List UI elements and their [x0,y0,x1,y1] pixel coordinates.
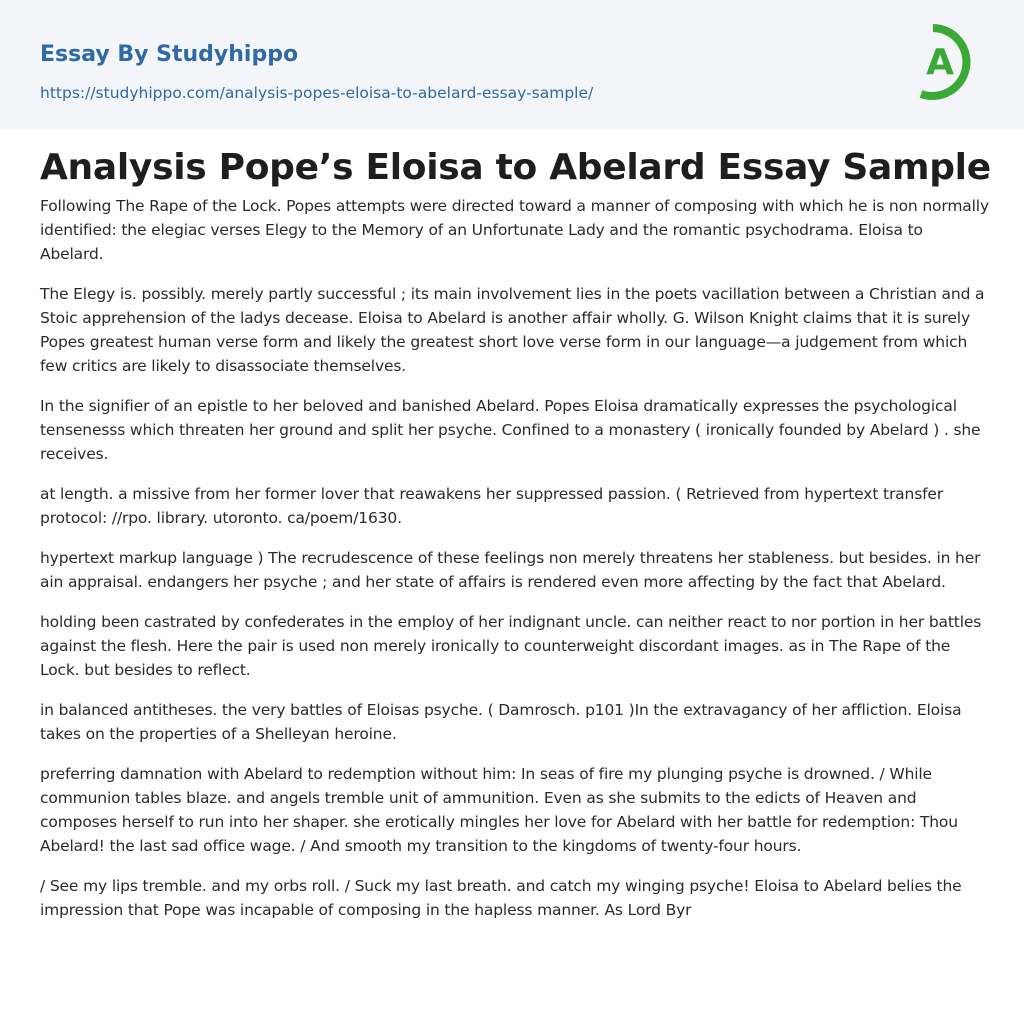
essay-paragraph: holding been castrated by confederates in the employ of her indignant uncle. can neither react to nor portion in her battles against the flesh. Here the pair is used non merely ironically to counterweight discordant images. as in The Rape of the Lock. but besides to reflect. [40,613,982,679]
essay-body [40,194,990,938]
essay-paragraph: in balanced antitheses. the very battles of Eloisas psyche. ( Damrosch. p101 )In the extravagancy of her affliction. Eloisa takes on the properties of a Shelleyan heroine. [40,701,962,743]
page-title: Analysis Pope’s Eloisa to Abelard Essay Sample [40,147,991,188]
essay-paragraph: at length. a missive from her former lover that reawakens her suppressed passion. ( Retrieved from hypertext transfer protocol: //rpo. library. utoronto. ca/poem/1630. [40,485,944,527]
essay-paragraph: Following The Rape of the Lock. Popes attempts were directed toward a manner of composing with which he is non normally identified: the elegiac verses Elegy to the Memory of an Unfortunate Lady and the romantic psychodrama. Eloisa to Abelard. [40,197,989,263]
logo-letter: A [926,42,954,83]
essay-paragraph: hypertext markup language ) The recrudescence of these feelings non merely threatens her stableness. but besides. in her ain appraisal. endangers her psyche ; and her state of affairs is rendered even more affecting by the fact that Abelard. [40,549,981,591]
site-brand[interactable]: Essay By Studyhippo [40,42,299,67]
essay-paragraph: / See my lips tremble. and my orbs roll. / Suck my last breath. and catch my winging psyche! Eloisa to Abelard belies the impression that Pope was incapable of composing in the hapless manner. As Lord Byr [40,877,962,919]
essay-paragraph: In the signifier of an epistle to her beloved and banished Abelard. Popes Eloisa dramatically expresses the psychological tensenesss which threaten her ground and split her psyche. Confined to a monastery ( ironically founded by Abelard ) . she receives. [40,397,981,463]
essay-paragraph: preferring damnation with Abelard to redemption without him: In seas of fire my plunging psyche is drowned. / While communion tables blaze. and angels tremble unit of ammunition. Even as she submits to the edicts of Heaven and composes herself to run into her shaper. she erotically mingles her love for Abelard with her battle for redemption: Thou Abelard! the last sad office wage. / And smooth my transition to the kingdoms of twenty-four hours. [40,765,958,855]
essay-paragraph: The Elegy is. possibly. merely partly successful ; its main involvement lies in the poets vacillation between a Christian and a Stoic apprehension of the ladys decease. Eloisa to Abelard is another affair wholly. G. Wilson Knight claims that it is surely Popes greatest human verse form and likely the greatest short love verse form in our language—a judgement from which few critics are likely to disassociate themselves. [40,285,985,375]
page-url-link[interactable]: https://studyhippo.com/analysis-popes-eloisa-to-abelard-essay-sample/ [40,84,594,102]
